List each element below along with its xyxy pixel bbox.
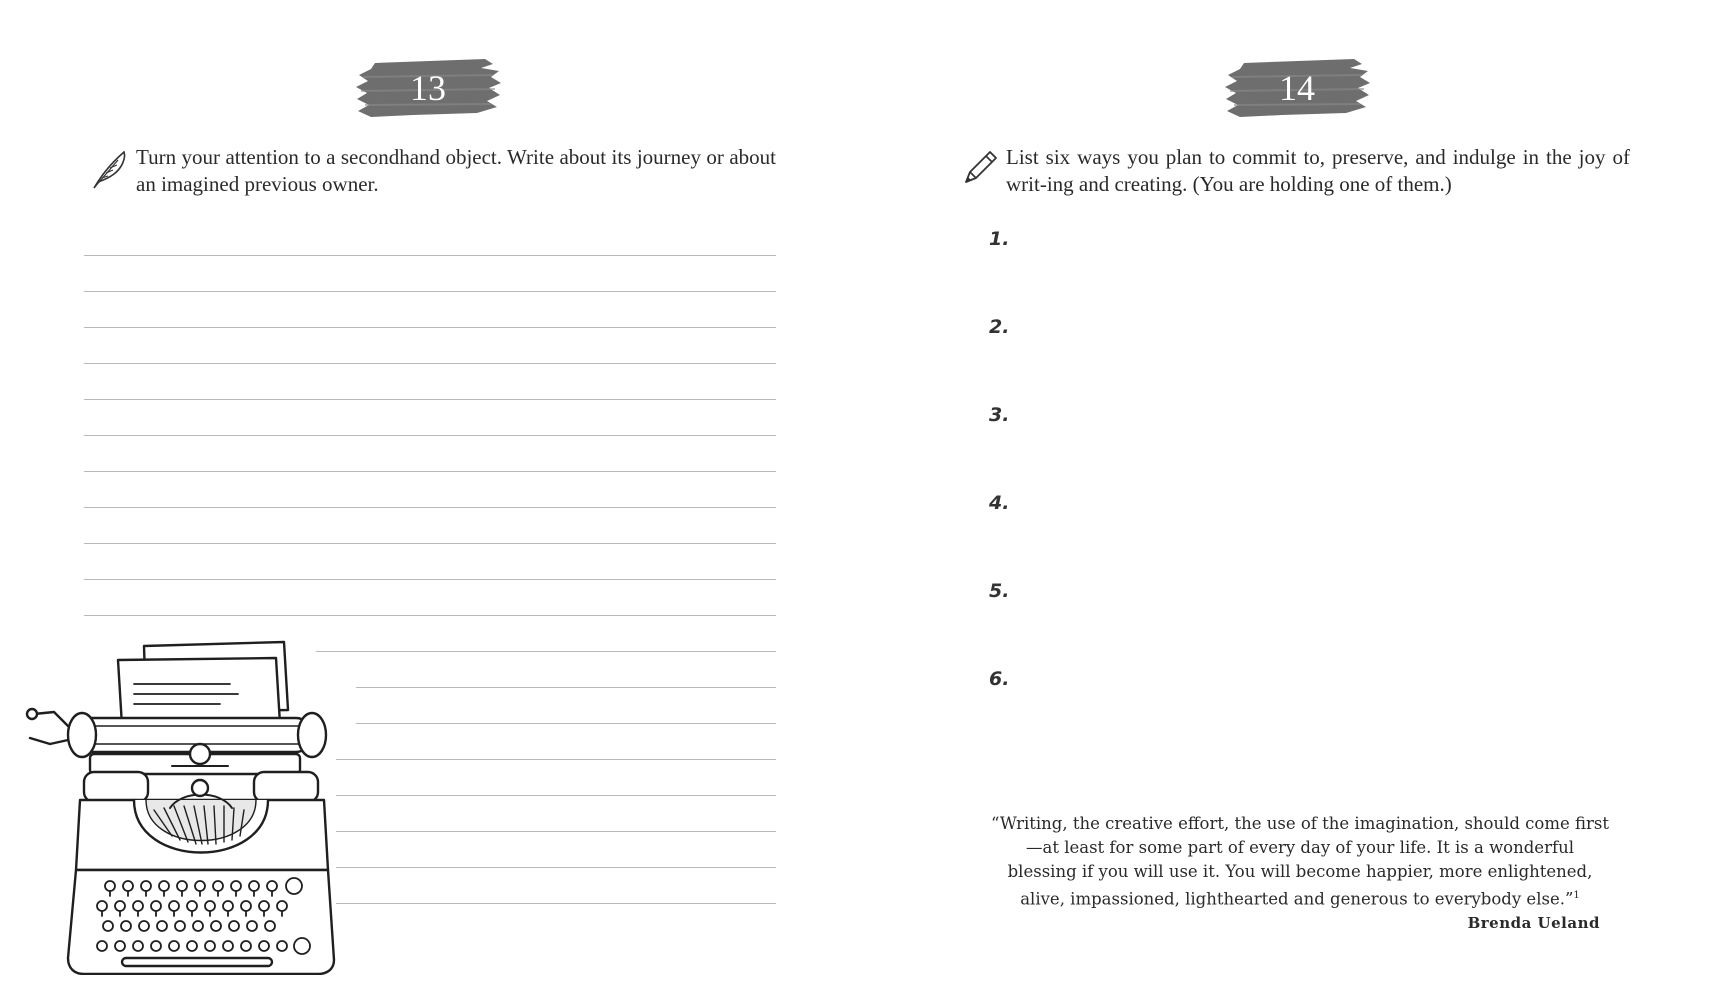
writing-line[interactable] [84,255,776,256]
footnote-mark: 1 [1573,890,1580,901]
writing-line[interactable] [336,795,776,796]
writing-line[interactable] [84,543,776,544]
writing-line[interactable] [84,291,776,292]
prompt-number-badge [353,55,503,121]
writing-line[interactable] [84,471,776,472]
writing-line[interactable] [84,399,776,400]
list-item-number: 4. [989,492,1010,514]
feather-quill-icon [88,148,132,197]
writing-line[interactable] [336,759,776,760]
writing-line[interactable] [84,579,776,580]
quote-block [990,812,1610,912]
list-item-number: 5. [989,580,1010,602]
writing-line[interactable] [84,435,776,436]
list-item-number: 6. [989,668,1010,690]
quote-author: Brenda Ueland [1467,914,1600,932]
writing-line[interactable] [356,687,776,688]
list-item-number: 2. [989,316,1010,338]
writing-line[interactable] [84,363,776,364]
list-item-number: 3. [989,404,1010,426]
right-page [857,0,1714,1000]
writing-line[interactable] [356,723,776,724]
prompt-text: List six ways you plan to commit to, preserve, and indulge in the joy of writ-ing and creating. (You are holding one of them.) [1006,145,1630,196]
writing-line[interactable] [336,831,776,832]
writing-line[interactable] [84,327,776,328]
prompt-number: 14 [1279,68,1315,108]
pencil-icon [960,148,1000,193]
writing-line[interactable] [84,507,776,508]
list-item-number: 1. [989,228,1010,250]
writing-line[interactable] [336,903,776,904]
typewriter-illustration [22,640,352,980]
quote-text: “Writing, the creative effort, the use of the imagination, should come first—at least for some part of every day of your life. It is a wonderful blessing if you will use it. You will become happier, more enlightened, alive, impassioned, lighthearted and generous to everybody else.” [990,814,1610,909]
writing-line[interactable] [84,615,776,616]
prompt-text: Turn your attention to a secondhand object. Write about its journey or about an imagined previous owner. [136,145,776,196]
writing-line[interactable] [336,867,776,868]
writing-line[interactable] [316,651,776,652]
prompt-number-badge [1222,55,1372,121]
prompt-number: 13 [410,68,446,108]
